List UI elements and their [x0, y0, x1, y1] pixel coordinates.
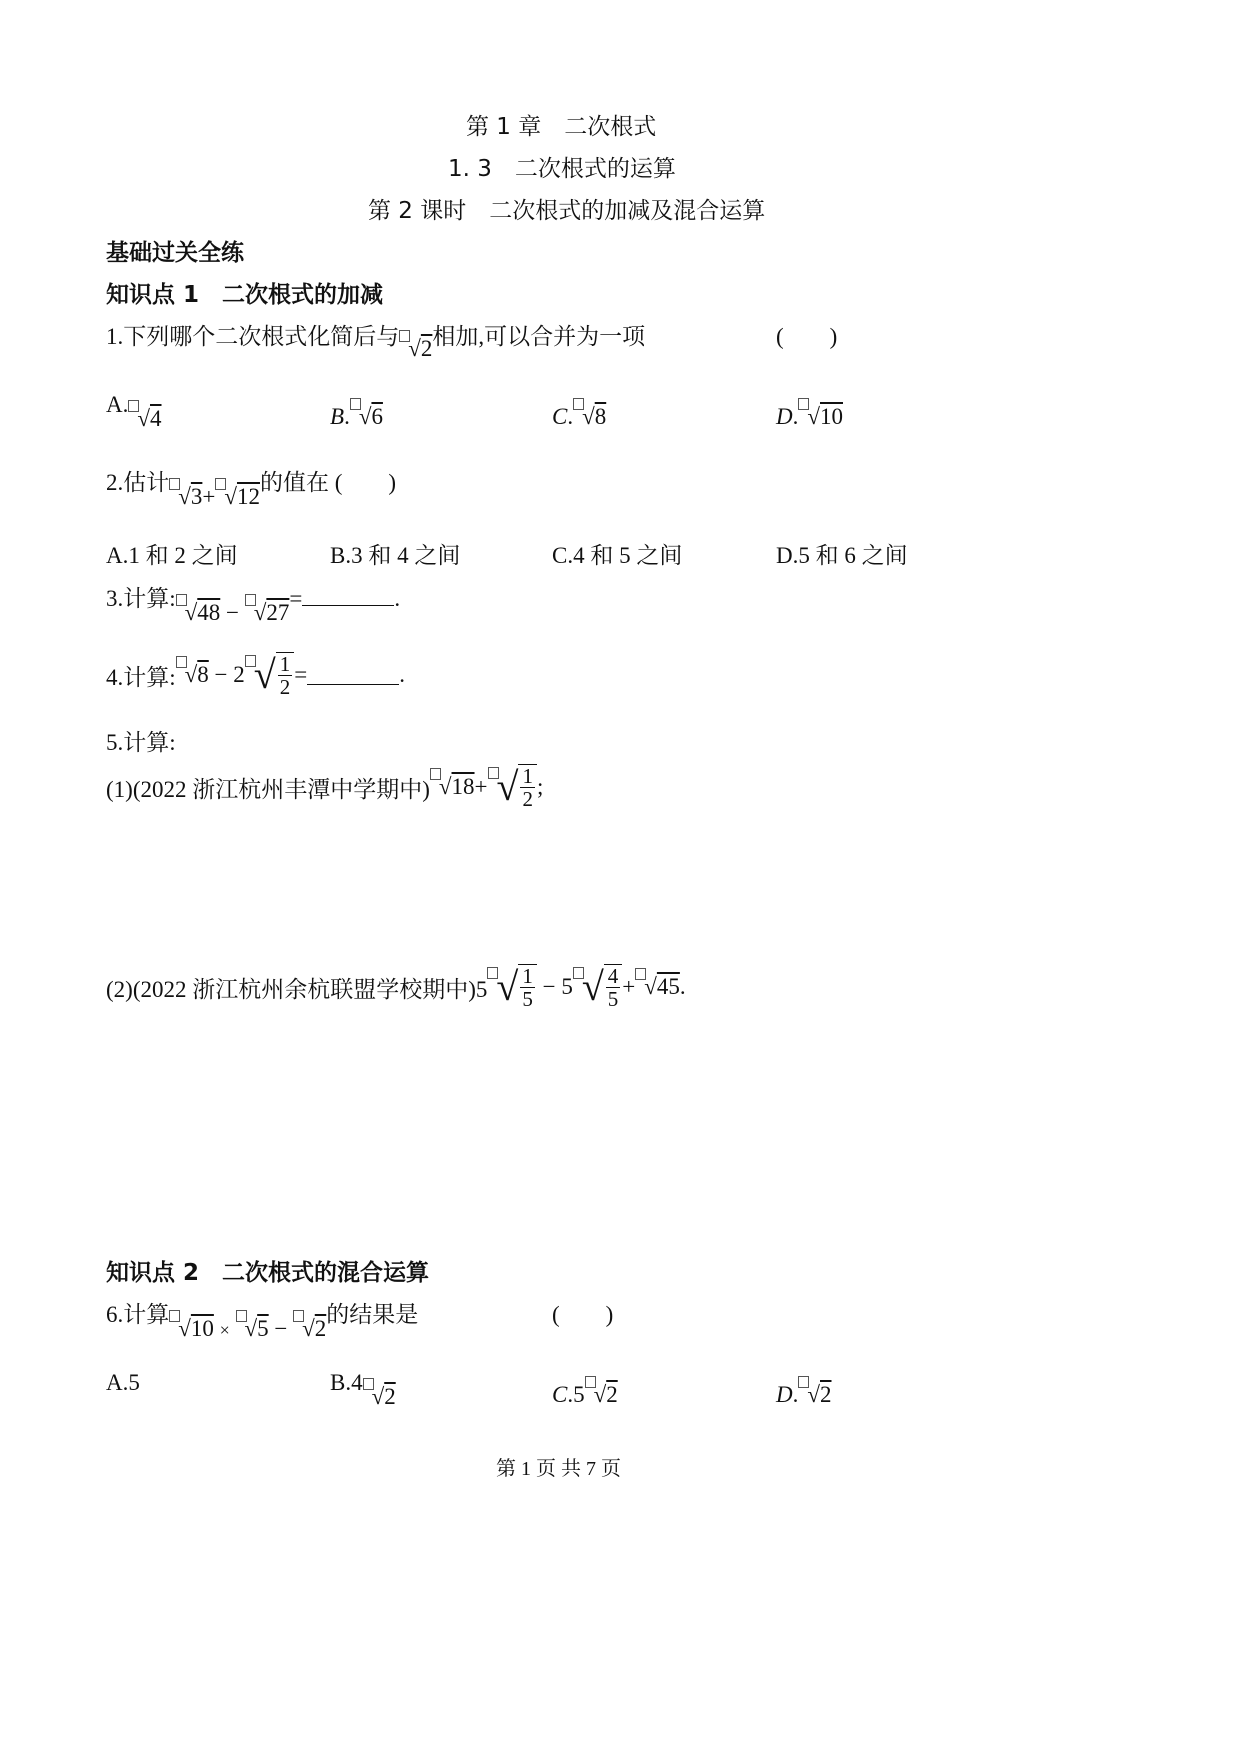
q1-option-c: C. √8 — [552, 404, 606, 430]
q6-option-a: A.5 — [106, 1370, 140, 1395]
question-3: 3.计算:√48 − √27= . — [106, 586, 401, 625]
answer-blank-4[interactable] — [307, 666, 399, 685]
question-4: 4.计算: √8 − 2 √ $\frac{1}{2}$ = . — [106, 652, 405, 700]
answer-blank-3[interactable] — [302, 587, 394, 606]
q6-option-c: C.5 √2 — [552, 1382, 618, 1408]
radical: √2 — [399, 336, 432, 362]
question-5-part-1: (1)(2022 浙江杭州丰潭中学期中) √18 + √ $\frac{1}{2}$ ; — [106, 764, 544, 812]
knowledge-point-1-heading: 知识点 1 二次根式的加减 — [106, 282, 384, 308]
knowledge-point-2-heading: 知识点 2 二次根式的混合运算 — [106, 1260, 430, 1286]
question-2: 2.估计√3+ √12的值在 ( ) — [106, 470, 397, 509]
question-1: 1.下列哪个二次根式化简后与 √2相加,可以合并为一项 — [106, 324, 646, 361]
practice-heading: 基础过关全练 — [106, 240, 244, 266]
q6-option-d: D. √2 — [776, 1382, 832, 1408]
question-6: 6.计算√10 $_\times$ √5 − √2的结果是 — [106, 1302, 419, 1341]
answer-paren-1: ( ) — [776, 324, 838, 349]
q6-option-b: B.4√2 — [330, 1370, 396, 1409]
answer-paren-2: ( ) — [334, 470, 397, 495]
answer-paren-6: ( ) — [552, 1302, 614, 1327]
q2-option-a: A.1 和 2 之间 — [106, 543, 238, 568]
question-5-part-2: (2)(2022 浙江杭州余杭联盟学校期中)5 √ $\frac{1}{5}$ − 5 √ $\frac{4}{5}$ + √45 . — [106, 964, 686, 1012]
q2-option-d: D.5 和 6 之间 — [776, 543, 908, 568]
q1-option-b: B. √6 — [330, 404, 383, 430]
q1-option-d: D. √10 — [776, 404, 843, 430]
page-footer: 第 1 页 共 7 页 — [496, 1458, 621, 1480]
q2-option-b: B.3 和 4 之间 — [330, 543, 461, 568]
lesson-title: 第 2 课时 二次根式的加减及混合运算 — [368, 198, 766, 224]
chapter-title: 第 1 章 二次根式 — [466, 114, 657, 140]
q1-option-a: A.√4 — [106, 392, 162, 431]
section-title: 1. 3 二次根式的运算 — [448, 156, 676, 182]
question-5-title: 5.计算: — [106, 730, 176, 755]
q2-option-c: C.4 和 5 之间 — [552, 543, 683, 568]
